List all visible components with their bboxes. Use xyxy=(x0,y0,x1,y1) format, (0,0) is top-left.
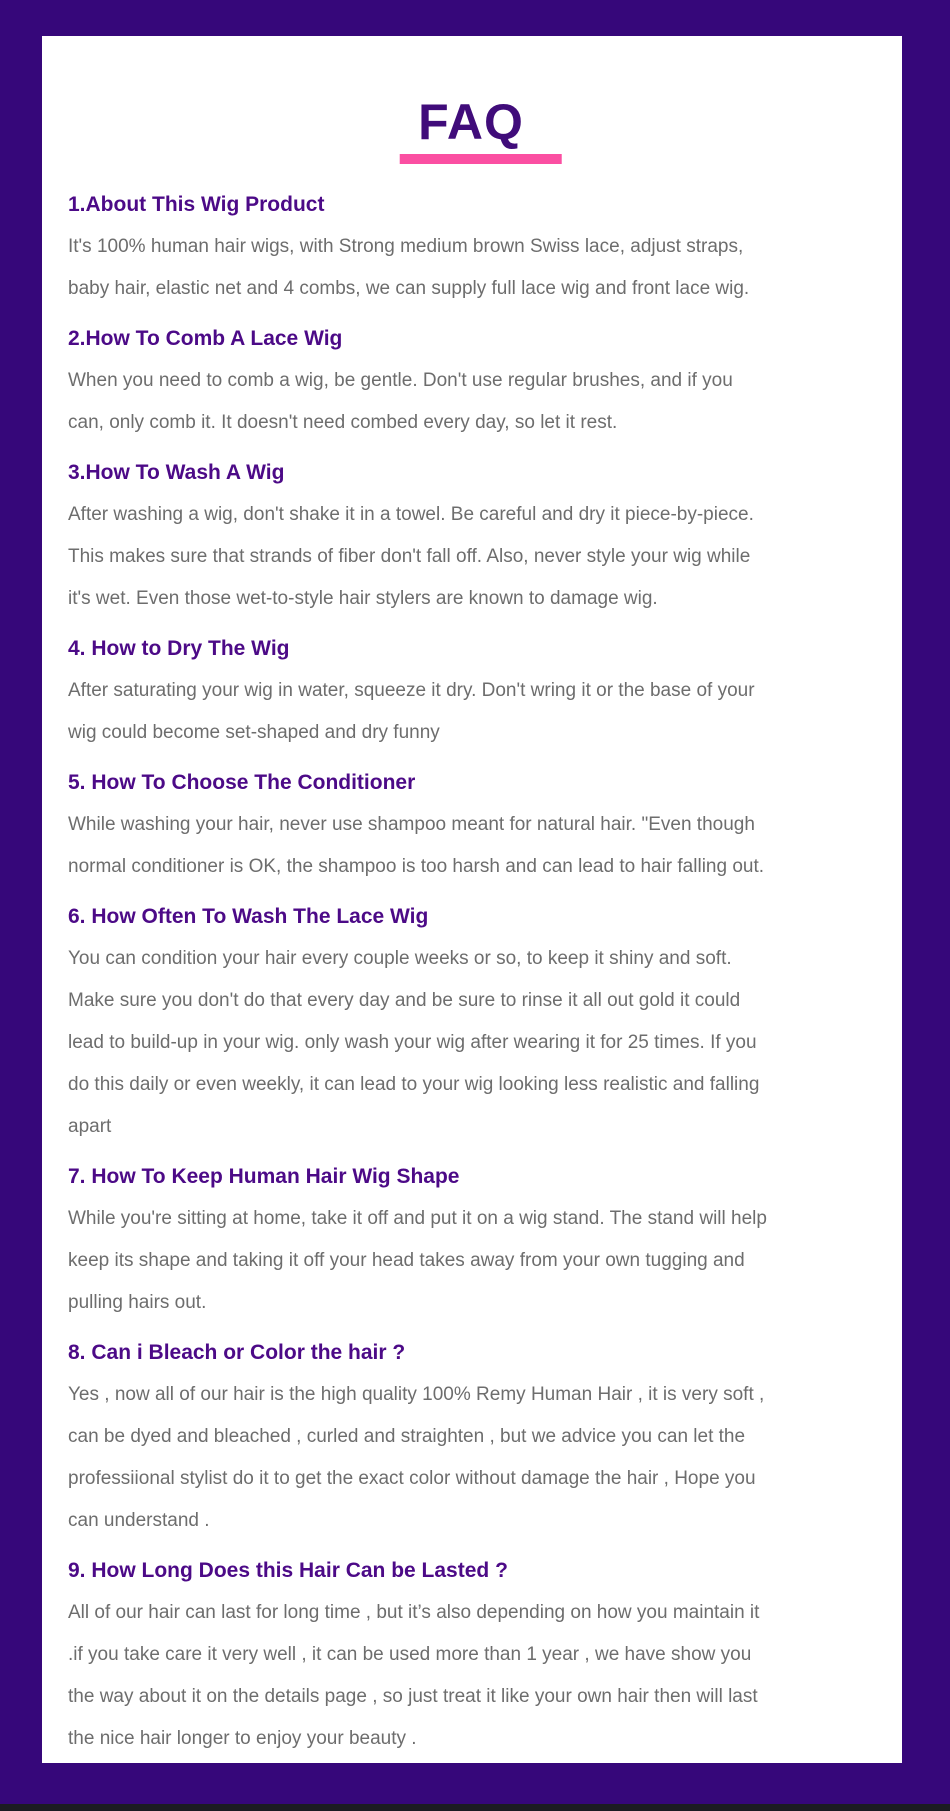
faq-answer-line: the way about it on the details page , so just treat it like your own hair then will last xyxy=(68,1686,758,1707)
faq-question: 4. How to Dry The Wig xyxy=(68,637,290,660)
faq-answer-line: it's wet. Even those wet-to-style hair stylers are known to damage wig. xyxy=(68,588,658,609)
faq-section xyxy=(68,1550,874,1760)
faq-answer-line: lead to build-up in your wig. only wash your wig after wearing it for 25 times. If you xyxy=(68,1032,757,1053)
faq-section xyxy=(68,1156,874,1324)
faq-answer-line: do this daily or even weekly, it can lead to your wig looking less realistic and falling xyxy=(68,1074,760,1095)
faq-answer-line: Yes , now all of our hair is the high quality 100% Remy Human Hair , it is very soft , xyxy=(68,1384,765,1405)
faq-answer-line: can understand . xyxy=(68,1510,210,1531)
faq-answer-line: All of our hair can last for long time , but it’s also depending on how you maintain it xyxy=(68,1602,760,1623)
title-underline xyxy=(400,154,562,164)
faq-answer-line: While you're sitting at home, take it off and put it on a wig stand. The stand will help xyxy=(68,1208,767,1229)
faq-section xyxy=(68,452,874,620)
faq-question: 9. How Long Does this Hair Can be Lasted ? xyxy=(68,1559,508,1582)
faq-answer-line: wig could become set-shaped and dry funny xyxy=(68,722,440,743)
faq-question: 7. How To Keep Human Hair Wig Shape xyxy=(68,1165,460,1188)
faq-answer-line: professiional stylist do it to get the exact color without damage the hair , Hope you xyxy=(68,1468,756,1489)
faq-answer-line: After saturating your wig in water, squeeze it dry. Don't wring it or the base of your xyxy=(68,680,755,701)
faq-answer-line: While washing your hair, never use shampoo meant for natural hair. "Even though xyxy=(68,814,755,835)
page-title xyxy=(68,74,874,170)
faq-answer-line: can, only comb it. It doesn't need combed every day, so let it rest. xyxy=(68,412,618,433)
faq-answer-line: Make sure you don't do that every day and be sure to rinse it all out gold it could xyxy=(68,990,741,1011)
faq-question: 1.About This Wig Product xyxy=(68,193,325,216)
faq-question: 8. Can i Bleach or Color the hair ? xyxy=(68,1341,406,1364)
faq-card xyxy=(42,36,902,1763)
faq-answer-line: baby hair, elastic net and 4 combs, we can supply full lace wig and front lace wig. xyxy=(68,278,750,299)
faq-answer-line: When you need to comb a wig, be gentle. Don't use regular brushes, and if you xyxy=(68,370,733,391)
faq-answer-line: This makes sure that strands of fiber don't fall off. Also, never style your wig while xyxy=(68,546,751,567)
faq-answer-line: After washing a wig, don't shake it in a towel. Be careful and dry it piece-by-piece. xyxy=(68,504,754,525)
faq-answer-line: .if you take care it very well , it can be used more than 1 year , we have show you xyxy=(68,1644,752,1665)
faq-section xyxy=(68,762,874,888)
faq-answer-line: You can condition your hair every couple weeks or so, to keep it shiny and soft. xyxy=(68,948,732,969)
faq-answer-line: can be dyed and bleached , curled and straighten , but we advice you can let the xyxy=(68,1426,746,1447)
faq-question: 3.How To Wash A Wig xyxy=(68,461,285,484)
faq-answer-line: It's 100% human hair wigs, with Strong medium brown Swiss lace, adjust straps, xyxy=(68,236,744,257)
faq-question: 6. How Often To Wash The Lace Wig xyxy=(68,905,429,928)
faq-answer-line: normal conditioner is OK, the shampoo is too harsh and can lead to hair falling out. xyxy=(68,856,765,877)
faq-answer-line: the nice hair longer to enjoy your beauty . xyxy=(68,1728,417,1749)
page-title-text: FAQ xyxy=(418,94,524,150)
faq-question: 5. How To Choose The Conditioner xyxy=(68,771,416,794)
faq-answer-line: apart xyxy=(68,1116,112,1137)
faq-question: 2.How To Comb A Lace Wig xyxy=(68,327,343,350)
faq-answer-line: pulling hairs out. xyxy=(68,1292,207,1313)
faq-answer-line: keep its shape and taking it off your head takes away from your own tugging and xyxy=(68,1250,745,1271)
faq-section xyxy=(68,184,874,310)
faq-section xyxy=(68,1332,874,1542)
faq-section xyxy=(68,896,874,1148)
faq-section xyxy=(68,318,874,444)
faq-section xyxy=(68,628,874,754)
faq-list xyxy=(68,184,874,1760)
bottom-strip xyxy=(0,1804,950,1811)
